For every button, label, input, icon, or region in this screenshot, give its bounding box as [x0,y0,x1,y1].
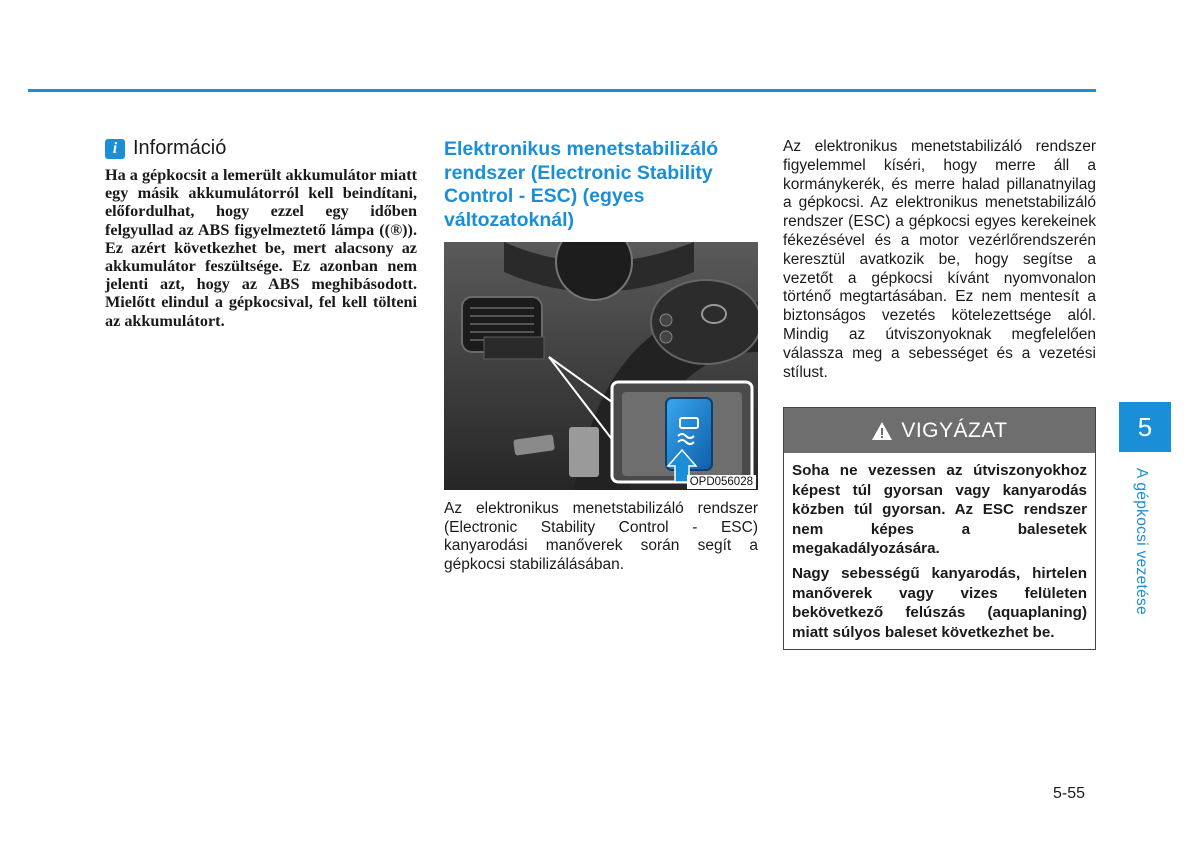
dashboard-drawing [444,242,758,490]
info-title: Információ [133,137,227,159]
warning-title: VIGYÁZAT [901,418,1008,442]
warning-body [784,453,1095,649]
chapter-label [1130,468,1152,633]
chapter-tab: 5 [1119,402,1171,452]
chapter-label-text: A gépkocsi vezetése [1133,468,1150,616]
esc-description-text: Az elektronikus menetstabilizáló rendszer figyelemmel kíséri, hogy merre áll a kormánykerék, és merre halad pillanatnyilag a gépkocsi. Az elektronikus menetstabilizáló rendszer (ESC) a gépkocsi egyes kerekeinek fékezésével és a motor vezérlőrendszerén keresztül avatkozik be, hogy segítse a vezetőt a gépkocsi kívánt nyomvonalon történő megtartásában. Ez nem mentesít a biztonságos vezetés kötelezettsége alól. Mindig az útviszonyoknak megfelelően válassza meg a sebességet és a vezetési stílust. [783,138,1096,381]
page-number: 5-55 [1053,785,1086,802]
esc-section [444,138,758,574]
figure-caption: Az elektronikus menetstabilizáló rendszer (Electronic Stability Control - ESC) kanyarodási manőverek során segít a gépkocsi stabilizálásában. [444,500,758,573]
warning-header [784,408,1095,453]
warning-box [783,407,1096,650]
warning-paragraph-2: Nagy sebességű kanyarodás, hirtelen manőverek vagy vizes felületen bekövetkező felúszás (aquaplaning) miatt súlyos baleset következhet be. [792,564,1087,641]
info-body: Ha a gépkocsit a lemerült akkumulátor miatt egy másik akkumulátorról kell beindítani, előfordulhat, hogy ezzel egy időben felgyullad az ABS figyelmeztető lámpa ((®)). Ez azért következhet be, mert alacsony az akkumulátor feszültsége. Ez azonban nem jelenti azt, hogy az ABS meghibásodott. Mielőtt elindul a gépkocsival, fel kell tölteni az akkumulátort. [105,166,417,330]
figure-code: OPD056028 [687,475,756,489]
warning-paragraph-1: Soha ne vezessen az útviszonyokhoz képest túl gyorsan vagy kanyarodás közben túl gyorsan. Az ESC rendszer nem képes a balesetek megakadályozására. [792,462,1087,558]
info-header [105,137,417,160]
info-note [105,137,417,330]
section-title: Elektronikus menetstabilizáló rendszer (Electronic Stability Control - ESC) (egyes változatoknál) [444,138,719,231]
esc-button-illustration [444,242,758,490]
warning-triangle-icon [871,421,893,441]
esc-description [783,138,1096,382]
header-rule [28,89,1096,92]
info-icon: i [105,139,125,159]
